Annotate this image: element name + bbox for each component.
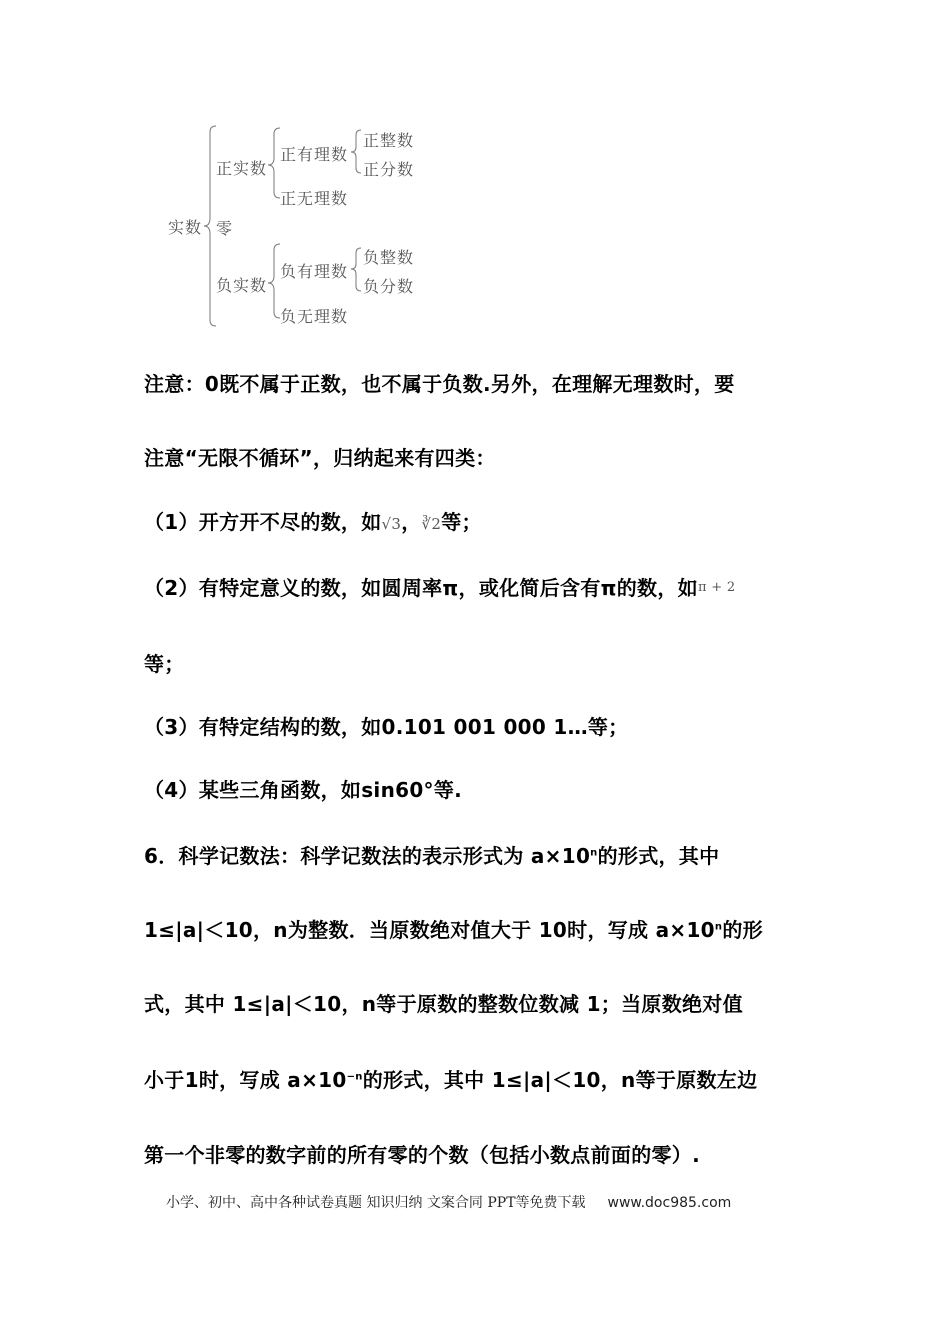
positive-fraction-label: 正分数 xyxy=(363,160,415,179)
section-6-line-1-b: 的形式，其中 xyxy=(597,844,720,868)
tree-braces xyxy=(0,0,950,340)
negative-fraction-label: 负分数 xyxy=(363,277,415,296)
item-1 xyxy=(144,506,482,535)
item-1-text: （1）开方开不尽的数，如 xyxy=(144,510,382,534)
section-6-line-4-b: 的形式，其中 1≤|a|＜10，n等于原数左边 xyxy=(362,1068,758,1092)
negative-integer-label: 负整数 xyxy=(363,248,415,267)
root-brace xyxy=(204,126,216,326)
negative-rational-brace xyxy=(351,248,361,291)
note-line-2: 注意“无限不循环”，归纳起来有四类： xyxy=(144,446,496,470)
section-6-line-4-a: 小于1时，写成 a×10 xyxy=(144,1068,347,1092)
section-6-line-1-a: 6．科学记数法：科学记数法的表示形式为 a×10 xyxy=(144,844,591,868)
pi-plus-2-formula: π + 2 xyxy=(697,580,736,595)
positive-integer-label: 正整数 xyxy=(363,131,415,150)
item-2 xyxy=(144,572,735,601)
positive-rational-label: 正有理数 xyxy=(280,145,349,164)
item-3: （3）有特定结构的数，如0.101 001 000 1…等； xyxy=(144,715,629,739)
exponent-n: n xyxy=(714,921,723,933)
page-footer xyxy=(166,1192,731,1212)
positive-real-label: 正实数 xyxy=(216,159,268,178)
root-label: 实数 xyxy=(168,218,203,237)
exponent-minus-n: −n xyxy=(346,1071,363,1083)
negative-real-brace xyxy=(268,244,280,318)
zero-label: 零 xyxy=(216,219,234,238)
negative-rational-label: 负有理数 xyxy=(280,262,349,281)
positive-real-brace xyxy=(268,128,280,198)
cbrt-2-formula: ∛2 xyxy=(421,515,442,533)
sqrt-3-formula: √3 xyxy=(381,515,402,533)
item-4: （4）某些三角函数，如sin60°等. xyxy=(144,778,463,802)
item-2-text: （2）有特定意义的数，如圆周率π，或化简后含有π的数，如 xyxy=(144,576,698,600)
section-6-line-3: 式，其中 1≤|a|＜10，n等于原数的整数位数减 1；当原数绝对值 xyxy=(144,992,743,1016)
section-6-line-2-b: 的形 xyxy=(722,918,763,942)
item-2-continuation: 等； xyxy=(144,652,185,676)
footer-url[interactable]: www.doc985.com xyxy=(607,1195,732,1211)
item-1-separator: ， xyxy=(401,510,422,534)
positive-rational-brace xyxy=(351,130,361,173)
negative-irrational-label: 负无理数 xyxy=(280,307,349,326)
section-6-line-2-a: 1≤|a|＜10，n为整数．当原数绝对值大于 10时，写成 a×10 xyxy=(144,918,715,942)
note-line-1: 注意：0既不属于正数，也不属于负数.另外，在理解无理数时，要 xyxy=(144,372,735,396)
real-number-classification-tree xyxy=(0,0,950,340)
item-1-end: 等； xyxy=(441,510,482,534)
section-6-line-4 xyxy=(144,1064,757,1093)
exponent-n: n xyxy=(590,847,598,859)
positive-irrational-label: 正无理数 xyxy=(280,189,349,208)
section-6-line-2 xyxy=(144,914,763,943)
section-6-line-5: 第一个非零的数字前的所有零的个数（包括小数点前面的零）. xyxy=(144,1143,700,1167)
footer-text: 小学、初中、高中各种试卷真题 知识归纳 文案合同 PPT等免费下载 xyxy=(166,1195,586,1211)
negative-real-label: 负实数 xyxy=(216,276,268,295)
section-6-line-1 xyxy=(144,840,719,869)
